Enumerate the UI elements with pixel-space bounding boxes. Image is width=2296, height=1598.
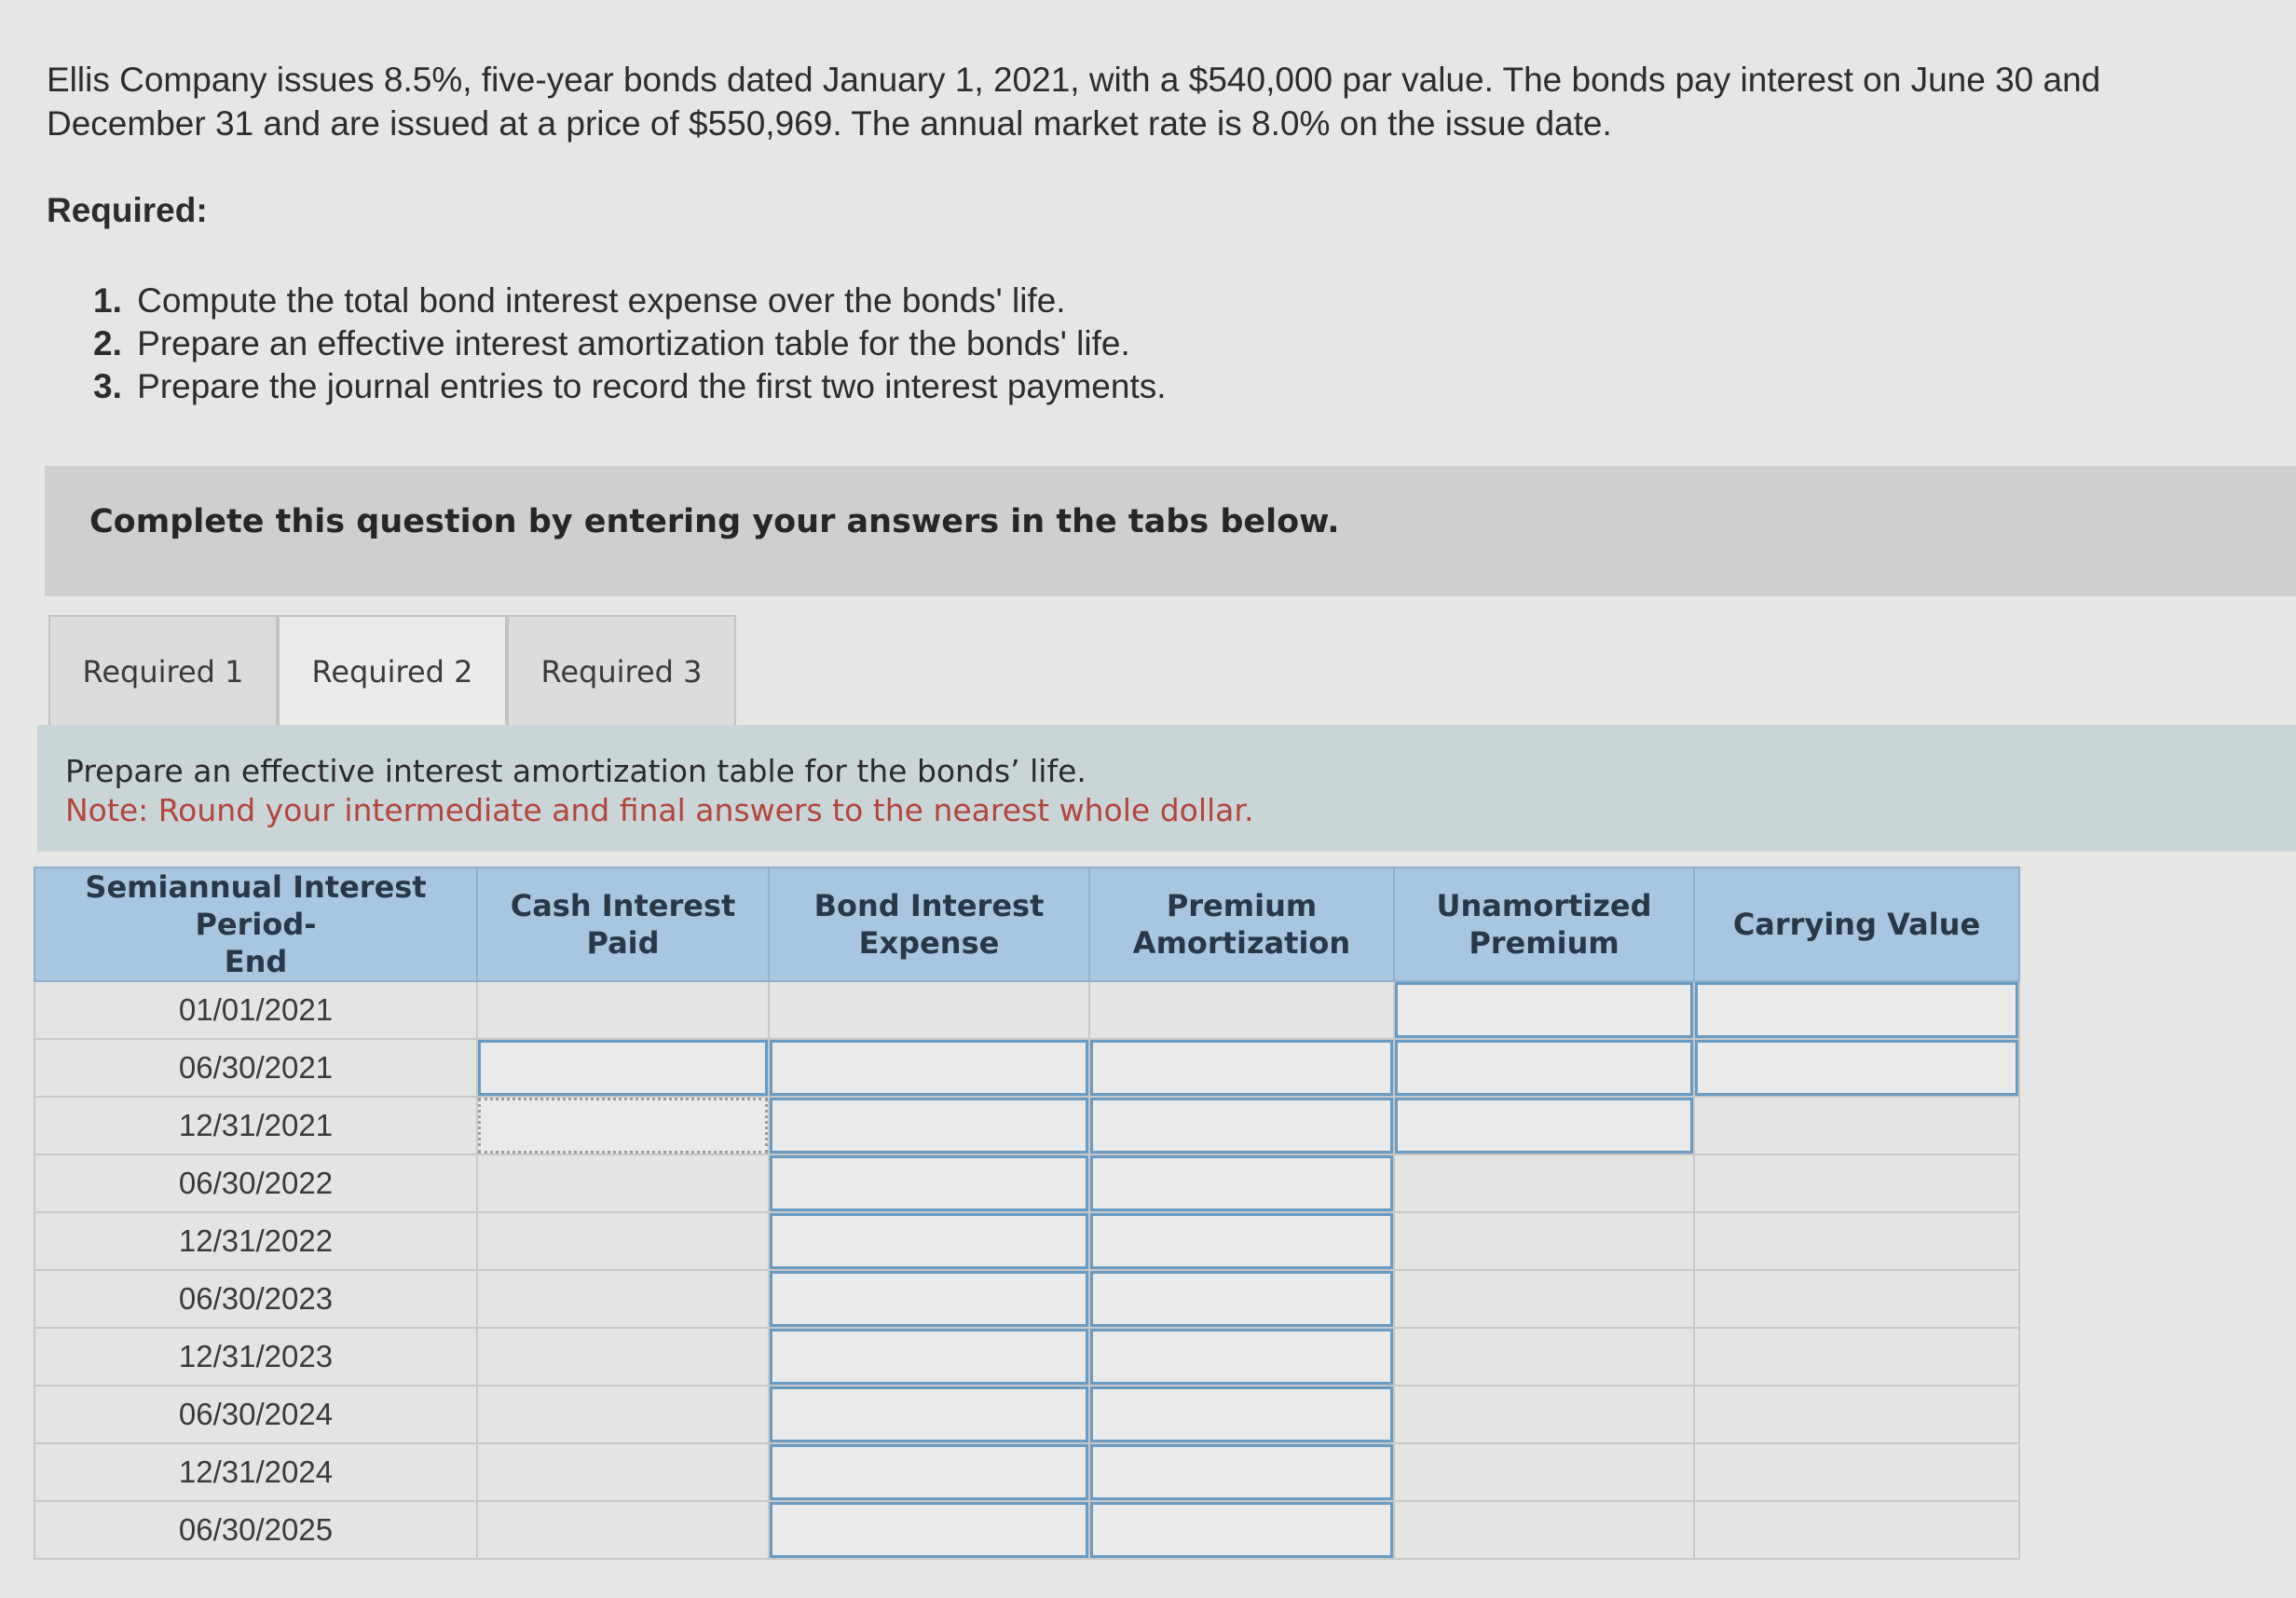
table-row bbox=[34, 1386, 2019, 1443]
carrying-value-cell bbox=[1694, 1270, 2019, 1328]
period-date: 01/01/2021 bbox=[34, 981, 477, 1039]
problem-statement: Ellis Company issues 8.5%, five-year bonds dated January 1, 2021, with a $540,000 par value. The bonds pay interest on June 30 and December 31 and are issued at a price of $550,969. The annual market rate is 8.0% on the issue date. bbox=[47, 61, 2101, 143]
instructions-text: Prepare an effective interest amortization table for the bonds’ life. bbox=[65, 753, 1086, 789]
cash-interest-cell bbox=[477, 1328, 769, 1386]
header-line: Amortization bbox=[1132, 925, 1351, 961]
header-line: Bond Interest bbox=[813, 888, 1045, 923]
column-header-bond-interest-expense bbox=[769, 867, 1089, 981]
period-date: 06/30/2022 bbox=[34, 1154, 477, 1212]
cash-interest-cell bbox=[477, 981, 769, 1039]
unamortized-premium-cell bbox=[1394, 1097, 1694, 1154]
premium-amortization-input[interactable] bbox=[1090, 1386, 1393, 1442]
cash-interest-cell bbox=[477, 1386, 769, 1443]
requirement-text: Prepare the journal entries to record the first two interest payments. bbox=[137, 367, 1167, 405]
cash-interest-cell bbox=[477, 1270, 769, 1328]
column-header-carrying-value: Carrying Value bbox=[1694, 867, 2019, 981]
tab-required-1[interactable]: Required 1 bbox=[48, 615, 278, 727]
header-line: Premium bbox=[1166, 888, 1318, 923]
unamortized-premium-cell bbox=[1394, 1154, 1694, 1212]
premium-amortization-input[interactable] bbox=[1090, 1444, 1393, 1500]
premium-amortization-cell bbox=[1089, 1270, 1394, 1328]
unamortized-premium-input[interactable] bbox=[1395, 982, 1693, 1038]
unamortized-premium-cell bbox=[1394, 1270, 1694, 1328]
interest-expense-input[interactable] bbox=[770, 1444, 1088, 1500]
requirement-number: 2. bbox=[93, 324, 122, 362]
carrying-value-cell bbox=[1694, 1039, 2019, 1097]
interest-expense-input[interactable] bbox=[770, 1155, 1088, 1211]
premium-amortization-input[interactable] bbox=[1090, 1271, 1393, 1327]
requirement-item bbox=[93, 322, 1167, 365]
premium-amortization-cell bbox=[1089, 981, 1394, 1039]
unamortized-premium-cell bbox=[1394, 1039, 1694, 1097]
premium-amortization-cell bbox=[1089, 1386, 1394, 1443]
carrying-value-cell bbox=[1694, 1212, 2019, 1270]
table-row bbox=[34, 1097, 2019, 1154]
interest-expense-cell bbox=[769, 1328, 1089, 1386]
table-row bbox=[34, 1443, 2019, 1501]
premium-amortization-input[interactable] bbox=[1090, 1329, 1393, 1385]
premium-amortization-input[interactable] bbox=[1090, 1040, 1393, 1096]
header-line: End bbox=[224, 944, 288, 979]
table-row bbox=[34, 1212, 2019, 1270]
tab-bar bbox=[48, 615, 736, 729]
carrying-value-cell bbox=[1694, 1443, 2019, 1501]
tab-required-2[interactable]: Required 2 bbox=[278, 615, 507, 727]
unamortized-premium-cell bbox=[1394, 1386, 1694, 1443]
premium-amortization-input[interactable] bbox=[1090, 1098, 1393, 1154]
amortization-table bbox=[34, 867, 2020, 1560]
period-date: 06/30/2025 bbox=[34, 1501, 477, 1559]
header-line: Expense bbox=[858, 925, 1000, 961]
column-header-cash-interest bbox=[477, 867, 769, 981]
interest-expense-input[interactable] bbox=[770, 1213, 1088, 1269]
table-row bbox=[34, 981, 2019, 1039]
carrying-value-cell bbox=[1694, 981, 2019, 1039]
unamortized-premium-input[interactable] bbox=[1395, 1098, 1693, 1154]
table-row bbox=[34, 1270, 2019, 1328]
unamortized-premium-input[interactable] bbox=[1395, 1040, 1693, 1096]
tab-required-3[interactable]: Required 3 bbox=[507, 615, 736, 727]
carrying-value-input[interactable] bbox=[1695, 1040, 2018, 1096]
cash-interest-cell bbox=[477, 1212, 769, 1270]
interest-expense-input[interactable] bbox=[770, 1502, 1088, 1558]
premium-amortization-cell bbox=[1089, 1097, 1394, 1154]
unamortized-premium-cell bbox=[1394, 1501, 1694, 1559]
unamortized-premium-cell bbox=[1394, 1328, 1694, 1386]
header-line: Unamortized bbox=[1436, 888, 1652, 923]
premium-amortization-input[interactable] bbox=[1090, 1213, 1393, 1269]
interest-expense-input[interactable] bbox=[770, 1040, 1088, 1096]
carrying-value-cell bbox=[1694, 1154, 2019, 1212]
cash-interest-cell bbox=[477, 1097, 769, 1154]
interest-expense-input[interactable] bbox=[770, 1386, 1088, 1442]
table-row bbox=[34, 1039, 2019, 1097]
carrying-value-cell bbox=[1694, 1386, 2019, 1443]
required-heading: Required: bbox=[47, 191, 208, 229]
premium-amortization-cell bbox=[1089, 1501, 1394, 1559]
table-header-row bbox=[34, 867, 2019, 981]
carrying-value-cell bbox=[1694, 1328, 2019, 1386]
interest-expense-cell bbox=[769, 1501, 1089, 1559]
table-row bbox=[34, 1154, 2019, 1212]
interest-expense-input[interactable] bbox=[770, 1329, 1088, 1385]
interest-expense-input[interactable] bbox=[770, 1271, 1088, 1327]
rounding-note: Note: Round your intermediate and final answers to the nearest whole dollar. bbox=[65, 792, 1254, 828]
period-date: 06/30/2023 bbox=[34, 1270, 477, 1328]
unamortized-premium-cell bbox=[1394, 1212, 1694, 1270]
unamortized-premium-cell bbox=[1394, 1443, 1694, 1501]
cash-interest-input[interactable] bbox=[478, 1098, 768, 1154]
premium-amortization-cell bbox=[1089, 1328, 1394, 1386]
period-date: 12/31/2023 bbox=[34, 1328, 477, 1386]
interest-expense-cell bbox=[769, 1097, 1089, 1154]
premium-amortization-input[interactable] bbox=[1090, 1502, 1393, 1558]
carrying-value-cell bbox=[1694, 1097, 2019, 1154]
cash-interest-input[interactable] bbox=[478, 1040, 768, 1096]
interest-expense-cell bbox=[769, 981, 1089, 1039]
column-header-premium-amortization bbox=[1089, 867, 1394, 981]
carrying-value-input[interactable] bbox=[1695, 982, 2018, 1038]
period-date: 12/31/2024 bbox=[34, 1443, 477, 1501]
table-row bbox=[34, 1501, 2019, 1559]
requirement-text: Prepare an effective interest amortization table for the bonds' life. bbox=[137, 324, 1130, 362]
cash-interest-cell bbox=[477, 1154, 769, 1212]
interest-expense-cell bbox=[769, 1039, 1089, 1097]
header-line: Cash Interest bbox=[510, 888, 736, 923]
banner-text: Complete this question by entering your answers in the tabs below. bbox=[89, 503, 1340, 540]
cash-interest-cell bbox=[477, 1501, 769, 1559]
header-line: Semiannual Interest Period- bbox=[85, 869, 427, 942]
requirements-list bbox=[93, 280, 1167, 408]
premium-amortization-input[interactable] bbox=[1090, 1155, 1393, 1211]
header-line: Premium bbox=[1469, 925, 1620, 961]
period-date: 12/31/2021 bbox=[34, 1097, 477, 1154]
instruction-banner bbox=[45, 466, 2296, 596]
interest-expense-cell bbox=[769, 1154, 1089, 1212]
header-line: Paid bbox=[586, 925, 660, 961]
period-date: 06/30/2024 bbox=[34, 1386, 477, 1443]
column-header-period bbox=[34, 867, 477, 981]
requirement-item bbox=[93, 280, 1167, 322]
table-row bbox=[34, 1328, 2019, 1386]
premium-amortization-cell bbox=[1089, 1039, 1394, 1097]
interest-expense-cell bbox=[769, 1212, 1089, 1270]
cash-interest-cell bbox=[477, 1039, 769, 1097]
interest-expense-cell bbox=[769, 1443, 1089, 1501]
requirement-number: 1. bbox=[93, 281, 122, 320]
premium-amortization-cell bbox=[1089, 1154, 1394, 1212]
interest-expense-cell bbox=[769, 1270, 1089, 1328]
requirement-text: Compute the total bond interest expense over the bonds' life. bbox=[137, 281, 1066, 320]
interest-expense-input[interactable] bbox=[770, 1098, 1088, 1154]
period-date: 06/30/2021 bbox=[34, 1039, 477, 1097]
unamortized-premium-cell bbox=[1394, 981, 1694, 1039]
period-date: 12/31/2022 bbox=[34, 1212, 477, 1270]
requirement-item bbox=[93, 365, 1167, 408]
carrying-value-cell bbox=[1694, 1501, 2019, 1559]
premium-amortization-cell bbox=[1089, 1212, 1394, 1270]
column-header-unamortized-premium bbox=[1394, 867, 1694, 981]
instructions-panel bbox=[37, 725, 2296, 852]
interest-expense-cell bbox=[769, 1386, 1089, 1443]
requirement-number: 3. bbox=[93, 367, 122, 405]
premium-amortization-cell bbox=[1089, 1443, 1394, 1501]
cash-interest-cell bbox=[477, 1443, 769, 1501]
